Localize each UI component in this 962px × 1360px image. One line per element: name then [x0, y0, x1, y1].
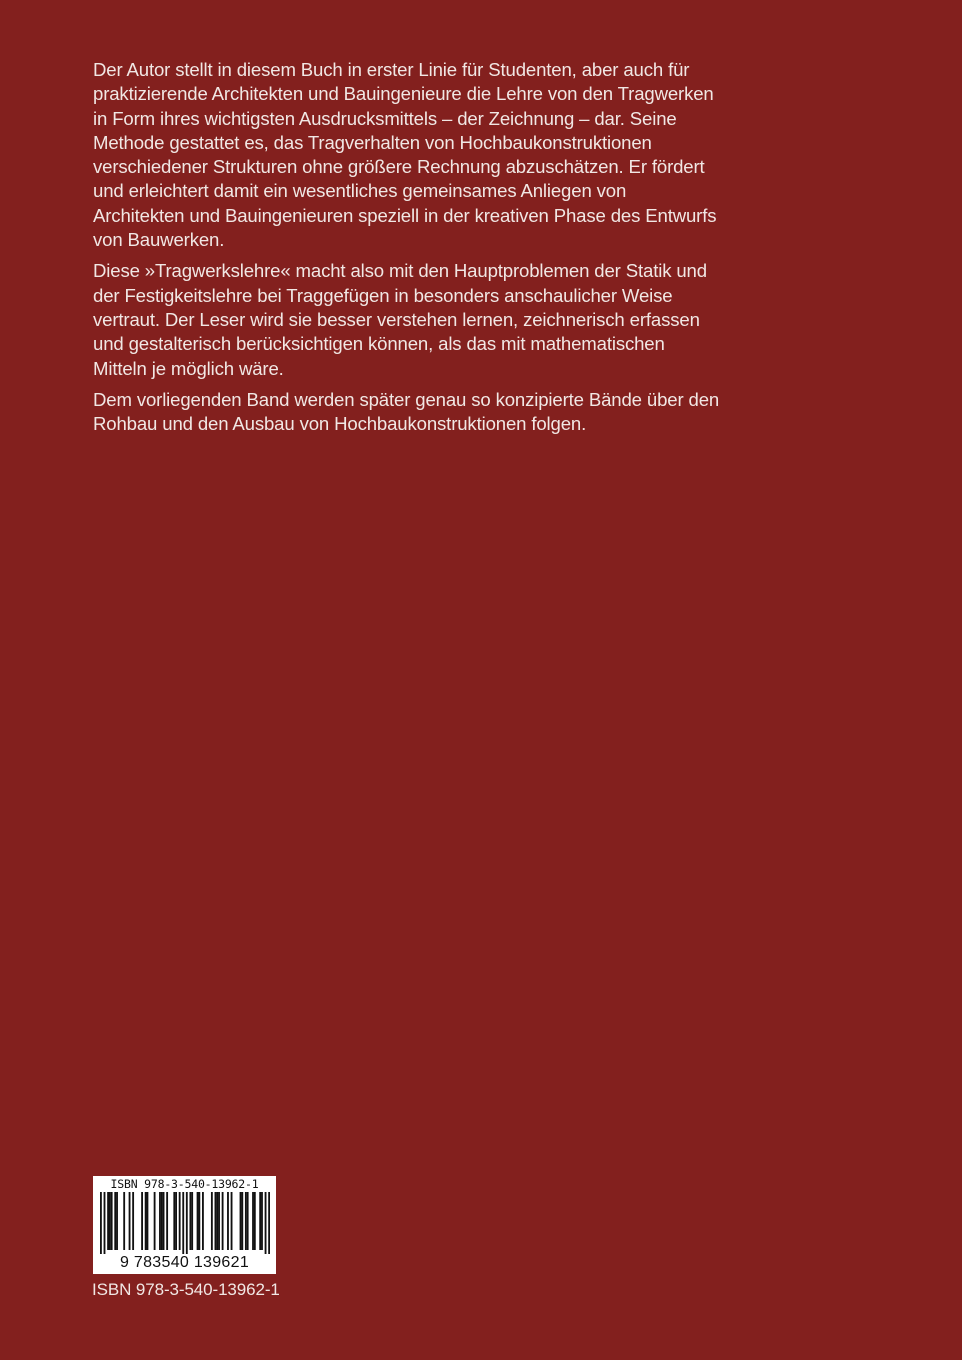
barcode-top-text: ISBN 978-3-540-13962-1 [110, 1177, 259, 1191]
barcode-bar [179, 1192, 181, 1250]
description-text [93, 58, 793, 436]
text-line: Dem vorliegenden Band werden später genau so konzipierte Bände über den [93, 388, 720, 410]
barcode-bar [173, 1192, 175, 1250]
barcode-bars [100, 1192, 270, 1254]
text-line: verschiedener Strukturen ohne größere Rechnung abzuschätzen. Er fördert [93, 156, 705, 178]
paragraph-3 [93, 388, 793, 437]
barcode-bar [227, 1192, 229, 1250]
barcode-bar [231, 1192, 233, 1250]
barcode-bar [129, 1192, 131, 1250]
barcode-bar [116, 1192, 118, 1250]
text-line: vertraut. Der Leser wird sie besser verstehen lernen, zeichnerisch erfassen [93, 308, 700, 330]
barcode-bar [175, 1192, 177, 1250]
text-line: Rohbau und den Ausbau von Hochbaukonstruktionen folgen. [93, 413, 587, 435]
barcode-bar [240, 1192, 242, 1250]
barcode-bar [141, 1192, 143, 1250]
barcode-bar [109, 1192, 111, 1250]
barcode-bar [132, 1192, 134, 1250]
paragraph-1 [93, 58, 793, 252]
barcode-bar [100, 1192, 102, 1254]
barcode-bar [218, 1192, 220, 1250]
barcode-bar [114, 1192, 116, 1250]
barcode-bar [247, 1192, 249, 1250]
text-line: und erleichtert damit ein wesentliches gemeinsames Anliegen von [93, 180, 627, 202]
paragraph-2 [93, 259, 793, 380]
barcode-bar [241, 1192, 243, 1250]
barcode-bar [189, 1192, 191, 1250]
barcode-bar [154, 1192, 156, 1250]
isbn-barcode [93, 1176, 276, 1274]
text-line: in Form ihres wichtigsten Ausdrucksmittels – der Zeichnung – dar. Seine [93, 107, 677, 129]
barcode-bar [215, 1192, 217, 1250]
text-line: Der Autor stellt in diesem Buch in erster Linie für Studenten, aber auch für [93, 59, 690, 80]
barcode-bar [161, 1192, 163, 1250]
text-line: der Festigkeitslehre bei Traggefügen in besonders anschaulicher Weise [93, 284, 673, 306]
barcode-bar [104, 1192, 106, 1254]
barcode-bar [259, 1192, 261, 1250]
text-line: und gestalterisch berücksichtigen können, als das mit mathematischen [93, 333, 665, 355]
barcode-bar [202, 1192, 204, 1250]
text-line: Mitteln je möglich wäre. [93, 357, 284, 379]
barcode-bar [254, 1192, 256, 1250]
barcode-bar [159, 1192, 161, 1250]
barcode-bar [268, 1192, 270, 1254]
barcode-bar [166, 1192, 168, 1250]
text-line: praktizierende Architekten und Bauingenieure die Lehre von den Tragwerken [93, 83, 714, 105]
barcode-bar [186, 1192, 188, 1254]
text-line: Diese »Tragwerkslehre« macht also mit den Hauptproblemen der Statik und [93, 260, 707, 282]
barcode-bar [107, 1192, 109, 1250]
text-line: von Bauwerken. [93, 229, 225, 251]
text-line: Methode gestattet es, das Tragverhalten von Hochbaukonstruktionen [93, 131, 652, 153]
barcode-bar [123, 1192, 125, 1250]
barcode-bar [222, 1192, 224, 1250]
barcode-bar [198, 1192, 200, 1250]
barcode-bar [182, 1192, 184, 1254]
text-line: Architekten und Bauingenieuren speziell in der kreativen Phase des Entwurfs [93, 204, 717, 226]
barcode-bar [261, 1192, 263, 1250]
barcode-bar [147, 1192, 149, 1250]
barcode-bar [145, 1192, 147, 1250]
barcode-bar [111, 1192, 113, 1250]
barcode-digits: 9 783540 139621 [119, 1254, 250, 1271]
barcode-bar [245, 1192, 247, 1250]
barcode-bar [163, 1192, 165, 1250]
barcode-bar [265, 1192, 267, 1254]
barcode-bar [252, 1192, 254, 1250]
barcode-bar [191, 1192, 193, 1250]
barcode-bar [216, 1192, 218, 1250]
isbn-caption: ISBN 978-3-540-13962-1 [92, 1280, 280, 1299]
barcode-bar [211, 1192, 213, 1250]
barcode-bar [197, 1192, 199, 1250]
